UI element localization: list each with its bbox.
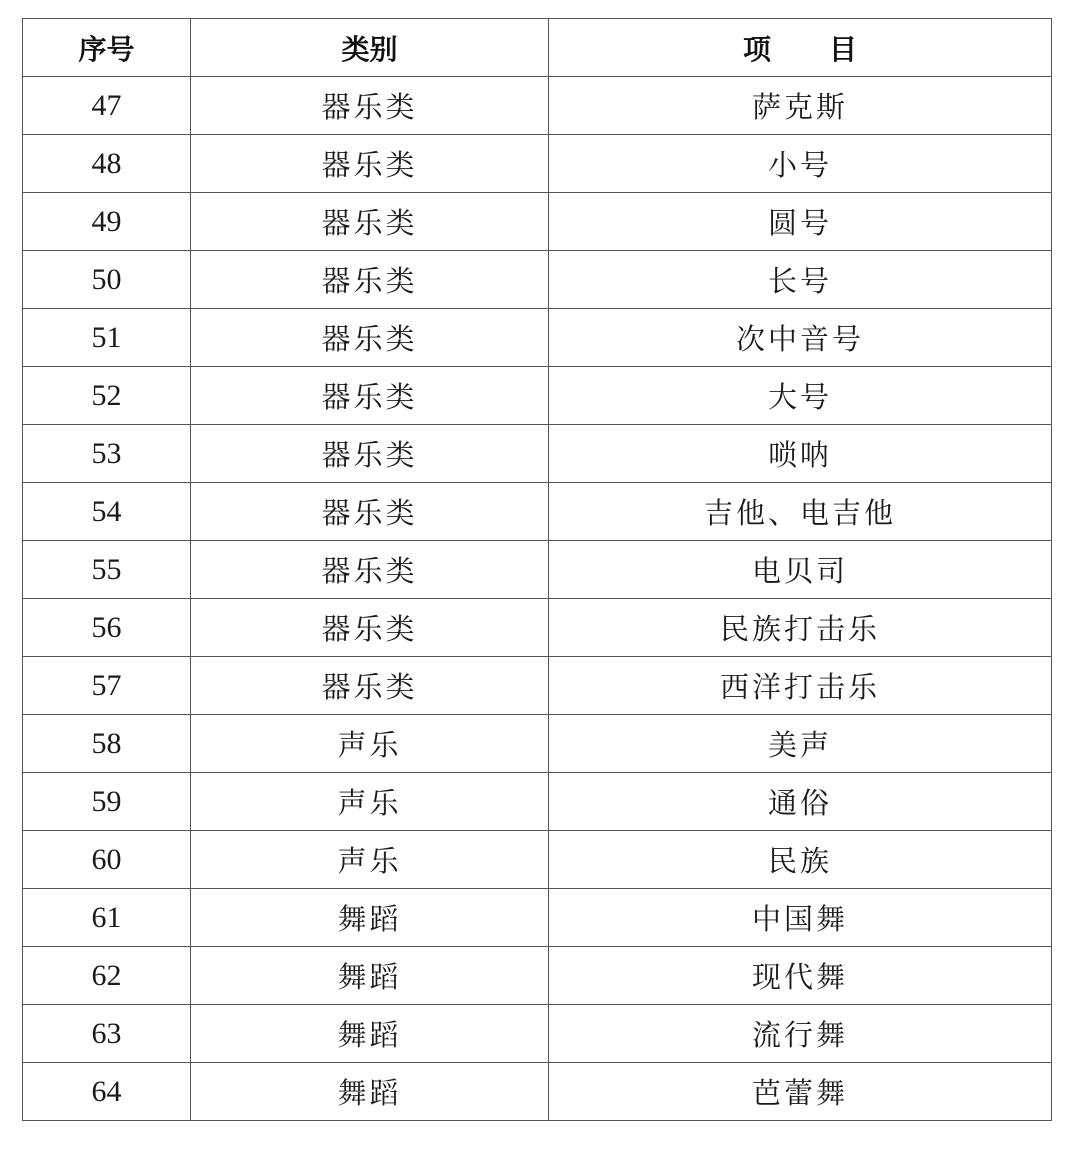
table-header-row [23, 19, 1052, 77]
table-row [23, 483, 1052, 541]
row-index: 56 [23, 599, 191, 657]
row-category: 器乐类 [191, 599, 549, 657]
row-item: 美声 [549, 715, 1052, 773]
row-item: 次中音号 [549, 309, 1052, 367]
row-item: 吉他、电吉他 [549, 483, 1052, 541]
row-item: 流行舞 [549, 1005, 1052, 1063]
table-row [23, 599, 1052, 657]
row-category: 器乐类 [191, 483, 549, 541]
row-category: 声乐 [191, 773, 549, 831]
row-item: 电贝司 [549, 541, 1052, 599]
row-index: 47 [23, 77, 191, 135]
row-index: 51 [23, 309, 191, 367]
table-row [23, 831, 1052, 889]
table-row [23, 193, 1052, 251]
row-category: 舞蹈 [191, 947, 549, 1005]
row-item: 唢呐 [549, 425, 1052, 483]
row-category: 器乐类 [191, 251, 549, 309]
table-row [23, 367, 1052, 425]
row-index: 55 [23, 541, 191, 599]
header-category: 类别 [191, 19, 549, 77]
row-item: 长号 [549, 251, 1052, 309]
header-item [549, 19, 1052, 77]
table-row [23, 715, 1052, 773]
row-index: 49 [23, 193, 191, 251]
row-category: 舞蹈 [191, 1063, 549, 1121]
project-table [22, 18, 1052, 1121]
row-category: 舞蹈 [191, 1005, 549, 1063]
row-item: 通俗 [549, 773, 1052, 831]
project-table-container [22, 18, 1051, 1121]
table-row [23, 251, 1052, 309]
row-item: 小号 [549, 135, 1052, 193]
table-row [23, 541, 1052, 599]
row-category: 器乐类 [191, 367, 549, 425]
table-row [23, 77, 1052, 135]
row-category: 器乐类 [191, 135, 549, 193]
table-row [23, 657, 1052, 715]
table-row [23, 425, 1052, 483]
row-index: 57 [23, 657, 191, 715]
row-index: 54 [23, 483, 191, 541]
row-item: 萨克斯 [549, 77, 1052, 135]
row-category: 舞蹈 [191, 889, 549, 947]
row-index: 61 [23, 889, 191, 947]
row-index: 48 [23, 135, 191, 193]
row-item: 民族打击乐 [549, 599, 1052, 657]
row-item: 民族 [549, 831, 1052, 889]
row-category: 器乐类 [191, 541, 549, 599]
row-index: 60 [23, 831, 191, 889]
row-category: 器乐类 [191, 77, 549, 135]
row-item: 中国舞 [549, 889, 1052, 947]
table-row [23, 1063, 1052, 1121]
row-item: 圆号 [549, 193, 1052, 251]
header-item-part1: 项 [742, 32, 771, 66]
row-index: 63 [23, 1005, 191, 1063]
row-index: 62 [23, 947, 191, 1005]
table-body [23, 77, 1052, 1121]
row-category: 器乐类 [191, 657, 549, 715]
row-index: 53 [23, 425, 191, 483]
row-category: 声乐 [191, 715, 549, 773]
row-index: 52 [23, 367, 191, 425]
row-item: 西洋打击乐 [549, 657, 1052, 715]
row-item: 芭蕾舞 [549, 1063, 1052, 1121]
table-row [23, 773, 1052, 831]
row-index: 64 [23, 1063, 191, 1121]
table-row [23, 1005, 1052, 1063]
header-index: 序号 [23, 19, 191, 77]
table-row [23, 135, 1052, 193]
header-item-part2: 目 [829, 32, 858, 66]
table-row [23, 309, 1052, 367]
row-category: 器乐类 [191, 193, 549, 251]
row-category: 声乐 [191, 831, 549, 889]
table-row [23, 947, 1052, 1005]
row-index: 58 [23, 715, 191, 773]
row-index: 50 [23, 251, 191, 309]
row-item: 现代舞 [549, 947, 1052, 1005]
row-item: 大号 [549, 367, 1052, 425]
table-row [23, 889, 1052, 947]
row-index: 59 [23, 773, 191, 831]
row-category: 器乐类 [191, 309, 549, 367]
row-category: 器乐类 [191, 425, 549, 483]
